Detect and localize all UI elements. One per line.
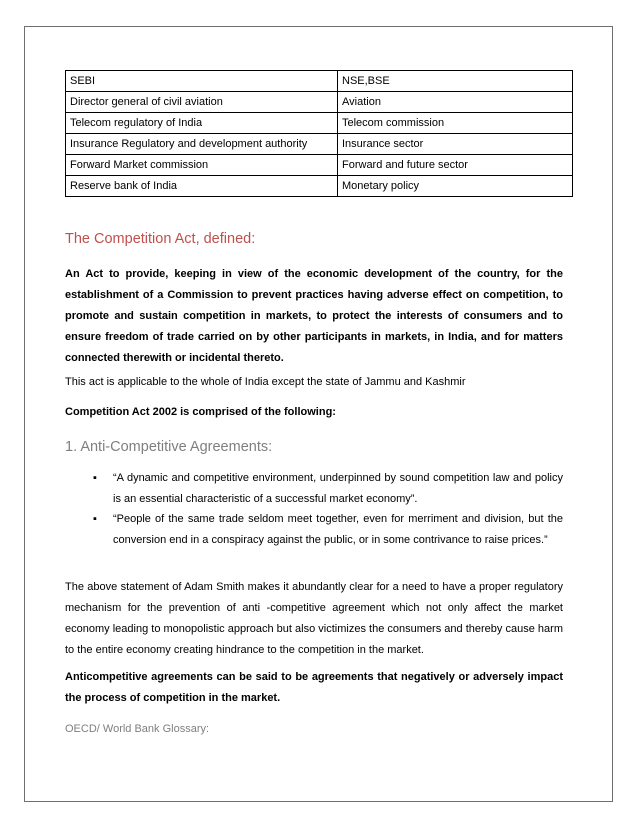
table-cell: Insurance Regulatory and development authority [66, 134, 338, 155]
table-cell: Aviation [338, 92, 573, 113]
table-cell: Reserve bank of India [66, 176, 338, 197]
table-row [66, 71, 573, 92]
table-cell: Telecom regulatory of India [66, 113, 338, 134]
bullet-marker: ▪ [93, 472, 97, 484]
table-cell: Forward Market commission [66, 155, 338, 176]
anticompetitive-definition: Anticompetitive agreements can be said to be agreements that negatively or adversely impact the process of competition in the market. [65, 671, 563, 704]
table-row [66, 134, 573, 155]
table-row [66, 176, 573, 197]
table-cell: Insurance sector [338, 134, 573, 155]
adam-smith-paragraph: The above statement of Adam Smith makes it abundantly clear for a need to have a proper regulatory mechanism for the prevention of anti -competitive agreement which not only affect the market economy leading to monopolistic approach but also victimizes the consumers and thereby cause harm to the entire economy creating hindrance to the competition in the market. [65, 581, 563, 656]
definition-paragraph: An Act to provide, keeping in view of the economic development of the country, for the establishment of a Commission to prevent practices having adverse effect on competition, to promote and sustain competition in markets, to protect the interests of consumers and to ensure freedom of trade carried on by other participants in markets, in India, and for matters connected therewith or incidental thereto. [65, 268, 563, 364]
quote-bullet: “People of the same trade seldom meet together, even for merriment and division, but the conversion end in a conspiracy against the public, or in some contrivance to raise prices.” [113, 513, 563, 546]
table-cell: Telecom commission [338, 113, 573, 134]
table-cell: Monetary policy [338, 176, 573, 197]
table-cell: NSE,BSE [338, 71, 573, 92]
regulator-table [65, 70, 573, 197]
table-row [66, 155, 573, 176]
bullet-marker: ▪ [93, 513, 97, 525]
applicability-paragraph: This act is applicable to the whole of India except the state of Jammu and Kashmir [65, 376, 466, 388]
quote-bullet: “A dynamic and competitive environment, underpinned by sound competition law and policy is an essential characteristic of a successful market economy”. [113, 472, 563, 505]
table-cell: SEBI [66, 71, 338, 92]
anti-competitive-heading: 1. Anti-Competitive Agreements: [65, 439, 273, 455]
oecd-glossary-heading: OECD/ World Bank Glossary: [65, 723, 210, 735]
table-cell: Forward and future sector [338, 155, 573, 176]
table-row [66, 92, 573, 113]
competition-act-heading: The Competition Act, defined: [65, 231, 256, 247]
table-cell: Director general of civil aviation [66, 92, 338, 113]
table-row [66, 113, 573, 134]
comprised-heading: Competition Act 2002 is comprised of the following: [65, 406, 336, 418]
